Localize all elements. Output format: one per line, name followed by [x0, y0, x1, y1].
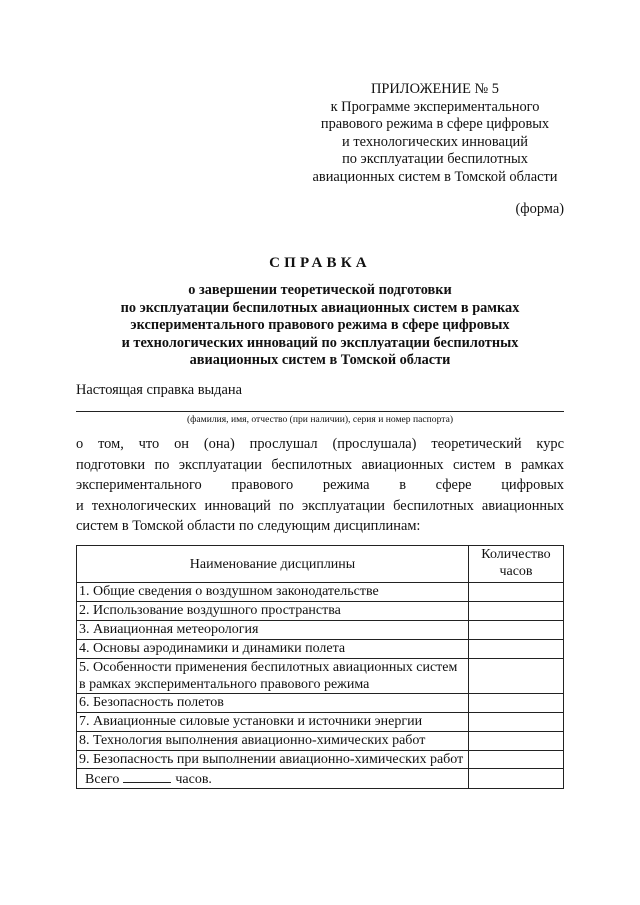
total-suffix: часов. — [175, 772, 212, 787]
body-line: и технологических инноваций по эксплуатации беспилотных авиационных — [76, 497, 564, 514]
discipline-hours — [469, 713, 564, 732]
recipient-fill-line — [76, 411, 564, 412]
subject-line: авиационных систем в Томской области — [189, 352, 451, 369]
subject-line: и технологических инноваций по эксплуатации беспилотных — [121, 334, 519, 351]
table-row — [77, 713, 564, 732]
discipline-hours — [469, 694, 564, 713]
issued-to-label: Настоящая справка выдана — [76, 382, 242, 398]
discipline-hours — [469, 621, 564, 640]
table-row — [77, 602, 564, 621]
table-row — [77, 583, 564, 602]
total-hours-value — [469, 769, 564, 789]
document-title: СПРАВКА — [269, 255, 371, 271]
table-row — [77, 659, 564, 694]
table-row — [77, 640, 564, 659]
total-hours-cell — [77, 769, 469, 789]
discipline-name: 5. Особенности применения беспилотных авиационных систем в рамках экспериментального правового режима — [77, 659, 469, 694]
form-label: (форма) — [515, 201, 564, 217]
header-hours — [469, 546, 564, 583]
discipline-name: 6. Безопасность полетов — [77, 694, 469, 713]
appendix-line: по эксплуатации беспилотных — [342, 151, 528, 168]
table-header-row — [77, 546, 564, 583]
discipline-hours — [469, 640, 564, 659]
discipline-name: 1. Общие сведения о воздушном законодательстве — [77, 583, 469, 602]
appendix-line: правового режима в сфере цифровых — [320, 116, 550, 133]
subject-line: по эксплуатации беспилотных авиационных систем в рамках — [120, 299, 520, 316]
discipline-name: 4. Основы аэродинамики и динамики полета — [77, 640, 469, 659]
body-line: подготовки по эксплуатации беспилотных авиационных систем в рамках — [76, 456, 564, 473]
disciplines-table — [76, 545, 564, 789]
header-hours-line1: Количество — [481, 547, 551, 562]
total-prefix: Всего — [85, 772, 120, 787]
discipline-hours — [469, 583, 564, 602]
certificate-body — [76, 434, 564, 537]
table-row — [77, 621, 564, 640]
appendix-line: и технологических инноваций — [342, 133, 528, 150]
appendix-line: к Программе экспериментального — [330, 98, 540, 115]
appendix-header — [280, 81, 590, 187]
header-discipline-name: Наименование дисциплины — [77, 546, 469, 583]
body-line: систем в Томской области по следующим дисциплинам: — [76, 518, 421, 535]
discipline-name: 3. Авиационная метеорология — [77, 621, 469, 640]
body-line: экспериментального правового режима в сфере цифровых — [76, 477, 564, 494]
table-row — [77, 751, 564, 769]
discipline-hours — [469, 659, 564, 694]
document-subject — [60, 282, 580, 370]
subject-line: экспериментального правового режима в сфере цифровых — [130, 317, 510, 334]
table-row — [77, 694, 564, 713]
subject-line: о завершении теоретической подготовки — [188, 282, 452, 298]
discipline-name: 8. Технология выполнения авиационно-химических работ — [77, 732, 469, 751]
discipline-hours — [469, 732, 564, 751]
discipline-name: 9. Безопасность при выполнении авиационно-химических работ — [77, 751, 469, 769]
table-total-row — [77, 769, 564, 789]
recipient-fill-caption: (фамилия, имя, отчество (при наличии), серия и номер паспорта) — [186, 414, 454, 425]
discipline-name: 7. Авиационные силовые установки и источники энергии — [77, 713, 469, 732]
body-line: о том, что он (она) прослушал (прослушала) теоретический курс — [76, 436, 564, 452]
appendix-number: ПРИЛОЖЕНИЕ № 5 — [371, 81, 499, 97]
total-hours-blank — [123, 769, 171, 783]
discipline-hours — [469, 602, 564, 621]
header-hours-line2: часов — [499, 564, 533, 579]
appendix-line: авиационных систем в Томской области — [312, 168, 558, 185]
table-row — [77, 732, 564, 751]
discipline-hours — [469, 751, 564, 769]
discipline-name: 2. Использование воздушного пространства — [77, 602, 469, 621]
